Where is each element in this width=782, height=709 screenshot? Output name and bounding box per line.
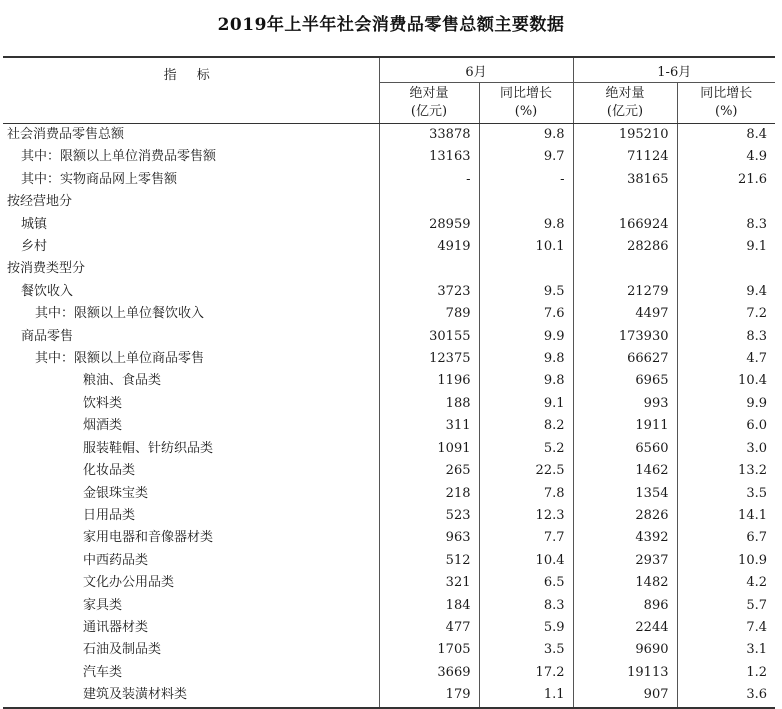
june-growth-cell: 17.2 [479, 662, 573, 684]
june-growth-cell: 22.5 [479, 460, 573, 482]
june-growth-cell: 9.5 [479, 281, 573, 303]
h1-abs-cell: 2826 [573, 505, 677, 527]
table-row [3, 460, 775, 482]
june-growth-cell: 10.4 [479, 550, 573, 572]
h1-growth-cell: 7.4 [746, 619, 767, 635]
row-label: 其中：限额以上单位商品零售 [3, 348, 379, 370]
h1-growth-cell: 6.7 [746, 530, 767, 546]
h1-abs-cell: 907 [573, 684, 677, 707]
table-row [3, 348, 775, 370]
june-growth-cell: 7.7 [479, 527, 573, 549]
june-abs-header [379, 83, 479, 124]
h1-abs-cell: 1354 [573, 483, 677, 505]
row-label: 化妆品类 [3, 460, 379, 482]
june-growth-cell: - [479, 169, 573, 191]
h1-abs-cell: 2937 [573, 550, 677, 572]
table-row [3, 617, 775, 639]
table-row [3, 370, 775, 392]
h1-abs-cell: 166924 [573, 214, 677, 236]
june-abs-cell: 265 [379, 460, 479, 482]
june-abs-cell: 4919 [379, 236, 479, 258]
h1-growth-cell: 10.4 [738, 373, 767, 389]
row-label: 家用电器和音像器材类 [3, 527, 379, 549]
row-label: 餐饮收入 [3, 281, 379, 303]
row-label: 建筑及装潢材料类 [3, 684, 379, 707]
row-label: 社会消费品零售总额 [3, 124, 379, 147]
table-row [3, 527, 775, 549]
june-growth-cell: 5.2 [479, 438, 573, 460]
june-abs-cell: 13163 [379, 146, 479, 168]
h1-growth-cell: 9.1 [746, 239, 767, 255]
h1-abs-cell: 195210 [573, 124, 677, 147]
h1-abs-header [573, 83, 677, 124]
row-label: 文化办公用品类 [3, 572, 379, 594]
june-abs-cell: 3669 [379, 662, 479, 684]
growth-unit: (%) [715, 104, 738, 119]
june-growth-cell: 6.5 [479, 572, 573, 594]
h1-abs-cell [573, 258, 677, 280]
row-label: 乡村 [3, 236, 379, 258]
june-abs-cell: 963 [379, 527, 479, 549]
june-abs-cell: 30155 [379, 326, 479, 348]
row-label: 服装鞋帽、针纺织品类 [3, 438, 379, 460]
june-growth-cell: 7.8 [479, 483, 573, 505]
table-body [3, 124, 775, 708]
table-row [3, 393, 775, 415]
h1-growth-cell: 3.1 [746, 642, 767, 658]
june-growth-cell: 8.3 [479, 595, 573, 617]
h1-growth-cell: 13.2 [738, 463, 767, 479]
h1-growth-cell: 10.9 [738, 552, 767, 568]
june-abs-cell: 1196 [379, 370, 479, 392]
table-row [3, 572, 775, 594]
h1-abs-cell: 21279 [573, 281, 677, 303]
table-row [3, 258, 775, 280]
row-label: 其中：实物商品网上零售额 [3, 169, 379, 191]
row-label: 其中：限额以上单位消费品零售额 [3, 146, 379, 168]
abs-unit: (亿元) [606, 104, 644, 119]
june-growth-cell: 12.3 [479, 505, 573, 527]
june-abs-cell: 523 [379, 505, 479, 527]
june-abs-cell: 1705 [379, 639, 479, 661]
june-growth-cell: 10.1 [479, 236, 573, 258]
h1-growth-cell: 21.6 [738, 171, 767, 187]
row-label: 烟酒类 [3, 415, 379, 437]
h1-abs-cell [573, 191, 677, 213]
june-growth-header [479, 83, 573, 124]
table-row [3, 595, 775, 617]
row-label: 其中：限额以上单位餐饮收入 [3, 303, 379, 325]
growth-label: 同比增长 [499, 86, 552, 101]
h1-abs-cell: 9690 [573, 639, 677, 661]
june-abs-cell: 311 [379, 415, 479, 437]
row-label: 粮油、食品类 [3, 370, 379, 392]
june-abs-cell [379, 258, 479, 280]
row-label: 石油及制品类 [3, 639, 379, 661]
h1-growth-cell: 14.1 [738, 507, 767, 523]
h1-abs-cell: 6965 [573, 370, 677, 392]
june-growth-cell: 9.8 [479, 370, 573, 392]
abs-label: 绝对量 [409, 86, 449, 101]
h1-abs-cell: 173930 [573, 326, 677, 348]
table-row [3, 483, 775, 505]
row-label: 金银珠宝类 [3, 483, 379, 505]
row-label: 家具类 [3, 595, 379, 617]
table-row [3, 639, 775, 661]
table-row [3, 684, 775, 707]
june-growth-cell: 9.7 [479, 146, 573, 168]
june-abs-cell: 789 [379, 303, 479, 325]
h1-abs-cell: 71124 [573, 146, 677, 168]
h1-abs-cell: 2244 [573, 617, 677, 639]
table-row [3, 236, 775, 258]
h1-growth-header [677, 83, 775, 124]
table-row [3, 438, 775, 460]
june-growth-cell: 9.1 [479, 393, 573, 415]
june-abs-cell: - [379, 169, 479, 191]
h1-abs-cell: 38165 [573, 169, 677, 191]
june-growth-cell: 9.8 [479, 348, 573, 370]
h1-abs-cell: 4392 [573, 527, 677, 549]
table-row [3, 214, 775, 236]
june-growth-cell: 7.6 [479, 303, 573, 325]
h1-abs-cell: 896 [573, 595, 677, 617]
growth-unit: (%) [514, 104, 538, 119]
h1-growth-cell: 4.2 [746, 575, 767, 591]
h1-abs-cell: 993 [573, 393, 677, 415]
data-table-container [3, 56, 775, 709]
table-row [3, 326, 775, 348]
row-label: 中西药品类 [3, 550, 379, 572]
growth-label: 同比增长 [700, 86, 753, 101]
table-row [3, 505, 775, 527]
row-label: 饮料类 [3, 393, 379, 415]
h1-growth-cell: 4.7 [746, 351, 767, 367]
h1-growth-cell: 3.5 [746, 485, 767, 501]
h1-growth-cell: 4.9 [746, 149, 767, 165]
table-row [3, 303, 775, 325]
june-abs-cell: 218 [379, 483, 479, 505]
h1-growth-cell: 3.6 [677, 684, 775, 707]
h1-growth-cell: 9.9 [746, 395, 767, 411]
h1-growth-cell [677, 258, 775, 280]
row-label: 城镇 [3, 214, 379, 236]
period-h1-header: 1-6月 [573, 57, 775, 83]
h1-abs-cell: 66627 [573, 348, 677, 370]
table-row [3, 146, 775, 168]
h1-abs-cell: 1462 [573, 460, 677, 482]
h1-growth-cell: 5.7 [746, 597, 767, 613]
june-growth-cell: 3.5 [479, 639, 573, 661]
june-abs-cell: 12375 [379, 348, 479, 370]
june-abs-cell: 512 [379, 550, 479, 572]
june-growth-cell: 5.9 [479, 617, 573, 639]
june-abs-cell: 477 [379, 617, 479, 639]
june-abs-cell: 28959 [379, 214, 479, 236]
table-row [3, 550, 775, 572]
june-growth-cell [479, 191, 573, 213]
row-label: 商品零售 [3, 326, 379, 348]
table-header [3, 57, 775, 124]
june-abs-cell [379, 191, 479, 213]
h1-abs-cell: 6560 [573, 438, 677, 460]
table-row [3, 662, 775, 684]
june-growth-cell [479, 258, 573, 280]
june-growth-cell: 8.2 [479, 415, 573, 437]
h1-abs-cell: 1911 [573, 415, 677, 437]
row-label: 日用品类 [3, 505, 379, 527]
row-label: 按经营地分 [3, 191, 379, 213]
h1-growth-cell [677, 191, 775, 213]
indicator-header: 指 标 [3, 57, 379, 124]
h1-abs-cell: 19113 [573, 662, 677, 684]
h1-growth-cell: 7.2 [746, 306, 767, 322]
table-row [3, 124, 775, 147]
june-abs-cell: 184 [379, 595, 479, 617]
june-growth-cell: 1.1 [479, 684, 573, 707]
june-abs-cell: 3723 [379, 281, 479, 303]
june-growth-cell: 9.8 [479, 214, 573, 236]
h1-growth-cell: 3.0 [746, 440, 767, 456]
june-abs-cell: 179 [379, 684, 479, 707]
h1-abs-cell: 4497 [573, 303, 677, 325]
row-label: 汽车类 [3, 662, 379, 684]
h1-abs-cell: 28286 [573, 236, 677, 258]
june-abs-cell: 33878 [379, 124, 479, 147]
page-title: 2019年上半年社会消费品零售总额主要数据 [217, 15, 565, 35]
h1-growth-cell: 6.0 [746, 418, 767, 434]
june-growth-cell: 9.9 [479, 326, 573, 348]
h1-growth-cell: 8.3 [746, 328, 767, 344]
h1-growth-cell: 8.4 [746, 127, 767, 142]
table-row [3, 191, 775, 213]
h1-growth-cell: 9.4 [746, 283, 767, 299]
abs-unit: (亿元) [410, 104, 448, 119]
h1-growth-cell: 8.3 [746, 216, 767, 232]
row-label: 通讯器材类 [3, 617, 379, 639]
june-abs-cell: 321 [379, 572, 479, 594]
row-label: 按消费类型分 [3, 258, 379, 280]
retail-sales-table [3, 56, 775, 709]
h1-growth-cell: 1.2 [746, 664, 767, 680]
period-june-header: 6月 [379, 57, 573, 83]
table-row [3, 415, 775, 437]
june-abs-cell: 1091 [379, 438, 479, 460]
h1-abs-cell: 1482 [573, 572, 677, 594]
abs-label: 绝对量 [605, 86, 645, 101]
june-abs-cell: 188 [379, 393, 479, 415]
table-row [3, 169, 775, 191]
table-row [3, 281, 775, 303]
june-growth-cell: 9.8 [479, 124, 573, 147]
